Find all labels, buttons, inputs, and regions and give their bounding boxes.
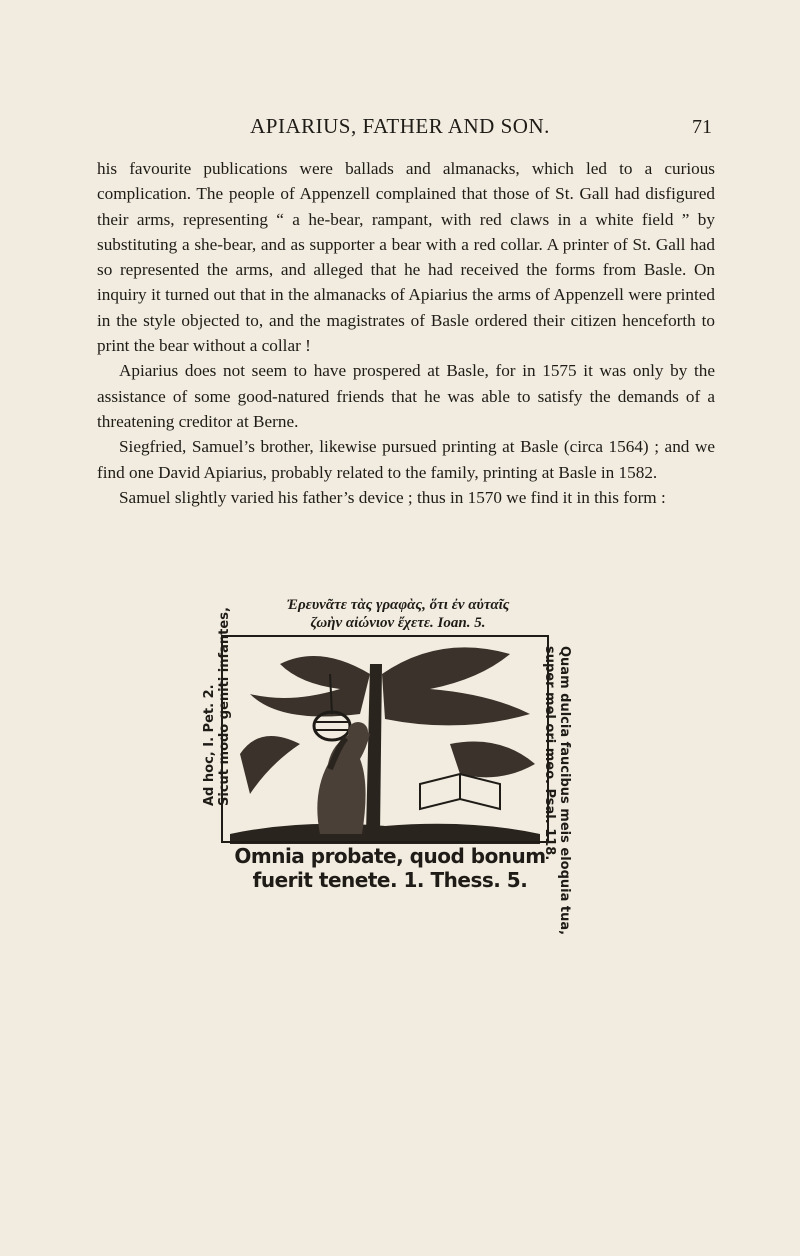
running-title: APIARIUS, FATHER AND SON. — [250, 114, 550, 138]
side-line: Quam dulcia faucibus meis eloquia tua, — [557, 646, 572, 936]
motto-line: Omnia probate, quod bonum — [234, 844, 546, 868]
side-line: Ad hoc, I. Pet. 2. — [202, 684, 217, 806]
foliage-right — [382, 647, 530, 725]
beehive-bands — [316, 722, 348, 730]
paragraph: Siegfried, Samuel’s brother, likewise pursued printing at Basle (circa 1564) ; and we find one David Apiarius, probably related to the family, printing at Basle in 1582. — [97, 437, 715, 482]
side-line: Sicut modo geniti infantes, — [217, 607, 232, 806]
device-greek-inscription — [238, 596, 558, 632]
device-motto — [230, 844, 550, 892]
greek-line: Ἐρευνᾶτε τὰς γραφὰς, ὅτι ἐν αὐταῖς — [286, 597, 510, 613]
paragraph: Samuel slightly varied his father’s device ; thus in 1570 we find it in this form : — [119, 487, 666, 507]
side-line: super mel ori meo. Psal. 118. — [542, 646, 557, 861]
tree-trunk — [366, 664, 382, 834]
paragraph: Apiarius does not seem to have prospered at Basle, for in 1575 it was only by the assistance of some good-natured friends that he was able to satisfy the demands of a threatening creditor at Berne. — [97, 361, 715, 431]
body-text — [97, 156, 715, 510]
foliage-lower-left — [240, 736, 300, 794]
greek-line: ζωὴν αἰώνιον ἔχετε. Ioan. 5. — [310, 615, 486, 631]
foliage-lower-right — [450, 742, 535, 778]
bear-head — [348, 722, 368, 742]
motto-line: fuerit tenete. 1. Thess. 5. — [252, 868, 528, 892]
foliage-left — [250, 656, 370, 717]
printers-device-figure — [190, 596, 590, 936]
bear-woodcut-illustration — [220, 634, 550, 844]
paragraph: his favourite publications were ballads and almanacks, which led to a curious complication. The people of Appenzell complained that those of St. Gall had disfigured their arms, representing “ a he-bear, rampant, with red claws in a white field ” by substituting a she-bear, and as supporter a bear with a red collar. A printer of St. Gall had so represented the arms, and alleged that he had received the forms from Basle. On inquiry it turned out that in the almanacks of Apiarius the arms of Appenzell were printed in the style objected to, and the magistrates of Basle ordered their citizen henceforth to print the bear without a collar ! — [97, 159, 715, 356]
page-number: 71 — [692, 116, 712, 138]
ground-shape — [230, 824, 540, 844]
